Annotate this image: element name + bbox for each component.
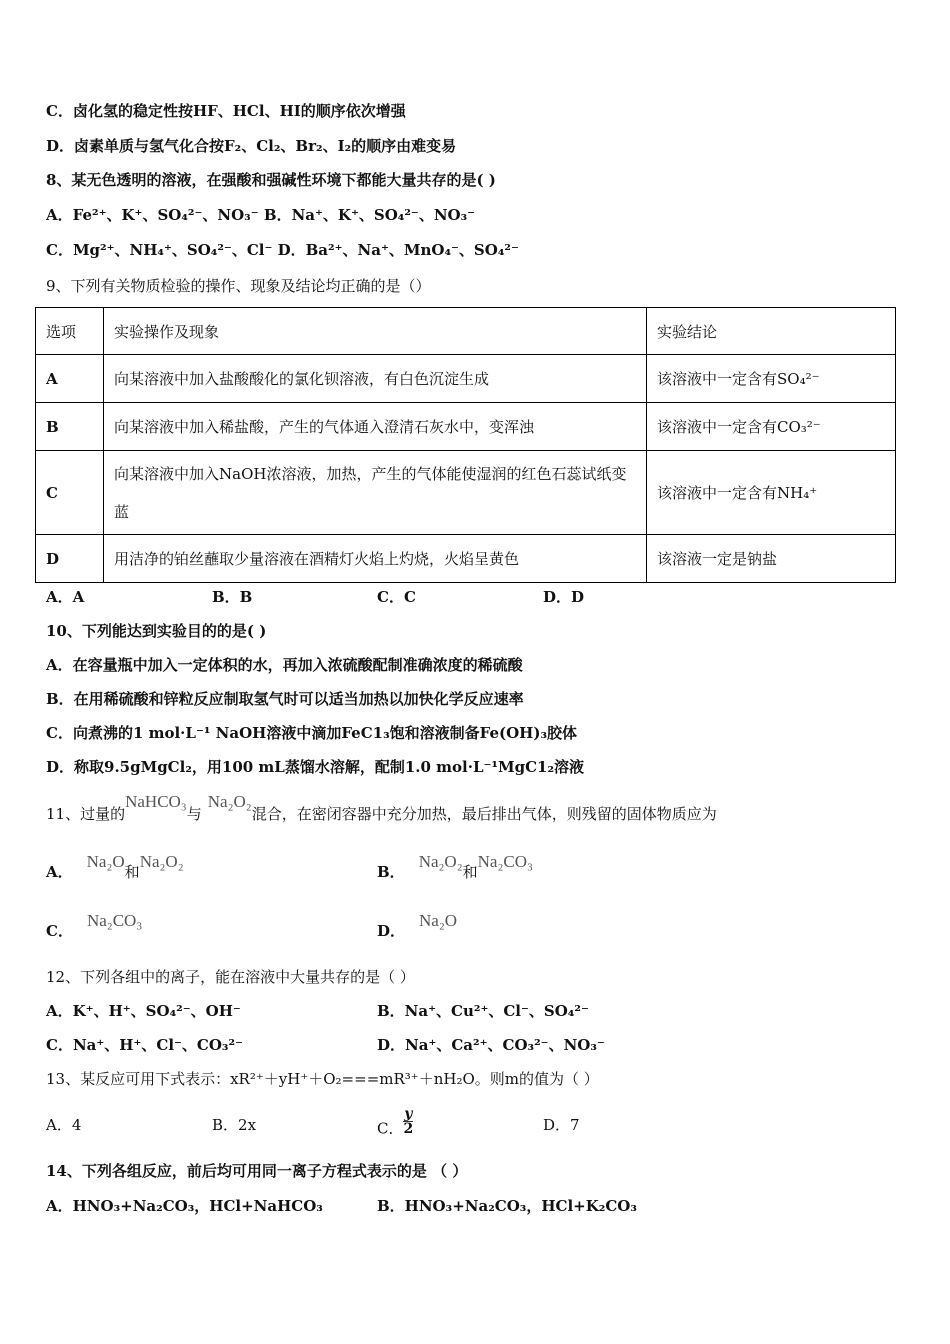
table-row — [36, 403, 896, 451]
q11-a-formula-1: Na₂O — [86, 852, 125, 871]
q11-option-d: D．Na₂O — [377, 911, 458, 940]
option-c-halogen: C．卤化氢的稳定性按HF、HCl、HI的顺序依次增强 — [46, 102, 406, 120]
question-10-stem: 10、下列能达到实验目的的是( ) — [46, 622, 267, 640]
question-14-stem: 14、下列各组反应，前后均可用同一离子方程式表示的是 （ ） — [46, 1162, 468, 1180]
q13-option-b: B．2x — [212, 1116, 257, 1134]
q11-option-b: B．Na₂O₂和Na₂CO₃ — [377, 852, 533, 881]
row-option: B — [36, 403, 104, 451]
header-option: 选项 — [36, 308, 104, 355]
q13-option-c: C． $\frac{y}{2}$ — [377, 1106, 414, 1138]
q11-a-formula-2: Na₂O₂ — [139, 852, 184, 871]
row-conclusion: 该溶液中一定含有NH₄⁺ — [647, 451, 896, 535]
table-row — [36, 355, 896, 403]
q11-formula-nahco3: NaHCO₃ — [125, 792, 187, 811]
q13-option-d: D．7 — [543, 1116, 580, 1134]
q11-d-formula: Na₂O — [419, 911, 458, 930]
question-11-stem — [46, 792, 717, 824]
q9-option-b: B．B — [212, 588, 253, 606]
question-10-option-d: D．称取9.5gMgCl₂，用100 mL蒸馏水溶解，配制1.0 mol·L⁻¹MgC1₂溶液 — [46, 758, 585, 776]
question-10-option-c: C．向煮沸的1 mol·L⁻¹ NaOH溶液中滴加FeC1₃饱和溶液制备Fe(OH)₃胶体 — [46, 724, 578, 742]
q9-option-a: A．A — [46, 588, 85, 606]
table-row — [36, 451, 896, 535]
option-d-halogen: D．卤素单质与氢气化合按F₂、Cl₂、Br₂、I₂的顺序由难变易 — [46, 137, 457, 155]
q14-option-a: A．HNO₃+Na₂CO₃，HCl+NaHCO₃ — [46, 1197, 323, 1215]
q11-formula-na2o2: Na₂O₂ — [207, 792, 252, 811]
q14-option-b: B．HNO₃+Na₂CO₃，HCl+K₂CO₃ — [377, 1197, 637, 1215]
q11-option-a: A．Na₂O和Na₂O₂ — [46, 852, 184, 881]
q11-c-formula: Na₂CO₃ — [86, 911, 143, 930]
question-9-table — [35, 307, 896, 583]
question-9-stem: 9、下列有关物质检验的操作、现象及结论均正确的是（） — [46, 277, 431, 295]
row-operation: 向某溶液中加入盐酸酸化的氯化钡溶液，有白色沉淀生成 — [104, 355, 647, 403]
q9-option-d: D．D — [543, 588, 585, 606]
question-10-option-a: A．在容量瓶中加入一定体积的水，再加入浓硫酸配制准确浓度的稀硫酸 — [46, 656, 523, 674]
row-conclusion: 该溶液中一定含有CO₃²⁻ — [647, 403, 896, 451]
row-operation: 向某溶液中加入NaOH浓溶液，加热，产生的气体能使湿润的红色石蕊试纸变蓝 — [104, 451, 647, 535]
question-13-stem: 13、某反应可用下式表示：xR²⁺＋yH⁺＋O₂===mR³⁺＋nH₂O。则m的值为（ ） — [46, 1070, 599, 1088]
row-option: D — [36, 535, 104, 583]
row-conclusion: 该溶液一定是钠盐 — [647, 535, 896, 583]
question-8-stem: 8、某无色透明的溶液，在强酸和强碱性环境下都能大量共存的是( ) — [46, 171, 496, 189]
q12-option-a: A．K⁺、H⁺、SO₄²⁻、OH⁻ — [46, 1002, 241, 1020]
table-header-row — [36, 308, 896, 355]
q9-option-c: C．C — [377, 588, 416, 606]
fraction-y-over-2: $\frac{y}{2}$ — [403, 1106, 414, 1137]
row-option: C — [36, 451, 104, 535]
q13-option-a: A．4 — [46, 1116, 82, 1134]
q11-stem-post: 混合，在密闭容器中充分加热，最后排出气体，则残留的固体物质应为 — [251, 805, 717, 823]
question-8-options-cd: C．Mg²⁺、NH₄⁺、SO₄²⁻、Cl⁻ D．Ba²⁺、Na⁺、MnO₄⁻、SO₄²⁻ — [46, 241, 519, 259]
q12-option-c: C．Na⁺、H⁺、Cl⁻、CO₃²⁻ — [46, 1036, 243, 1054]
row-operation: 用洁净的铂丝蘸取少量溶液在酒精灯火焰上灼烧，火焰呈黄色 — [104, 535, 647, 583]
table-row — [36, 535, 896, 583]
header-conclusion: 实验结论 — [647, 308, 896, 355]
q11-stem-mid: 与 — [186, 805, 202, 823]
q11-stem-pre: 11、过量的 — [46, 805, 126, 823]
row-conclusion: 该溶液中一定含有SO₄²⁻ — [647, 355, 896, 403]
q12-option-d: D．Na⁺、Ca²⁺、CO₃²⁻、NO₃⁻ — [377, 1036, 605, 1054]
question-10-option-b: B．在用稀硫酸和锌粒反应制取氢气时可以适当加热以加快化学反应速率 — [46, 690, 524, 708]
q11-b-formula-2: Na₂CO₃ — [477, 852, 533, 871]
q11-option-c: C．Na₂CO₃ — [46, 911, 143, 940]
row-operation: 向某溶液中加入稀盐酸，产生的气体通入澄清石灰水中，变浑浊 — [104, 403, 647, 451]
q11-b-formula-1: Na₂O₂ — [418, 852, 463, 871]
question-8-options-ab: A．Fe²⁺、K⁺、SO₄²⁻、NO₃⁻ B．Na⁺、K⁺、SO₄²⁻、NO₃⁻ — [46, 206, 476, 224]
q12-option-b: B．Na⁺、Cu²⁺、Cl⁻、SO₄²⁻ — [377, 1002, 589, 1020]
row-option: A — [36, 355, 104, 403]
question-12-stem: 12、下列各组中的离子，能在溶液中大量共存的是（ ） — [46, 968, 415, 986]
header-operation: 实验操作及现象 — [104, 308, 647, 355]
